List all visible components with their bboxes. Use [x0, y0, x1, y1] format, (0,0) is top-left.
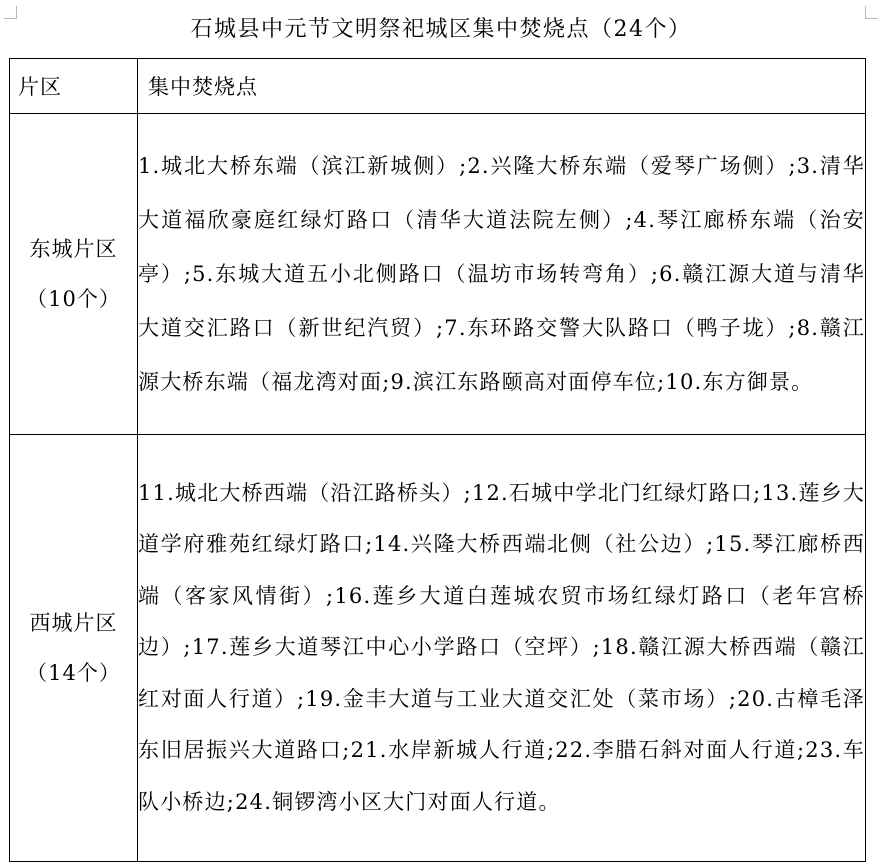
document-title: 石城县中元节文明祭祀城区集中焚烧点（24个） [190, 17, 692, 42]
points-cell-east: 1.城北大桥东端（滨江新城侧）;2.兴隆大桥东端（爱琴广场侧）;3.清华大道福欣豪庭红绿灯路口（清华大道法院左侧）;4.琴江廊桥东端（治安亭）;5.东城大道五小北侧路口（温坊市场转弯角）;6.赣江源大道与清华大道交汇路口（新世纪汽贸）;7.东环路交警大队路口（鸭子垅）;8.赣江源大桥东端（福龙湾对面;9.滨江东路颐高对面停车位;10.东方御景。 [138, 114, 866, 435]
burning-points-table [9, 58, 866, 862]
district-count-west: （14个） [26, 661, 121, 685]
header-points: 集中焚烧点 [138, 59, 866, 114]
district-name-east: 东城片区 [29, 237, 118, 261]
table-row-east-district [10, 114, 866, 435]
points-cell-west: 11.城北大桥西端（沿江路桥头）;12.石城中学北门红绿灯路口;13.莲乡大道学府雅苑红绿灯路口;14.兴隆大桥西端北侧（社公边）;15.琴江廊桥西端（客家风情街）;16.莲乡大道白莲城农贸市场红绿灯路口（老年宫桥边）;17.莲乡大道琴江中心小学路口（空坪）;18.赣江源大桥西端（赣江红对面人行道）;19.金丰大道与工业大道交汇处（菜市场）;20.古樟毛泽东旧居振兴大道路口;21.水岸新城人行道;22.李腊石斜对面人行道;23.车队小桥边;24.铜锣湾小区大门对面人行道。 [138, 435, 866, 862]
district-name-west: 西城片区 [29, 611, 118, 635]
district-count-east: （10个） [26, 287, 121, 311]
header-district: 片区 [10, 59, 138, 114]
district-cell-east [10, 114, 138, 435]
district-cell-west [10, 435, 138, 862]
table-row-west-district [10, 435, 866, 862]
table-header-row [10, 59, 866, 114]
